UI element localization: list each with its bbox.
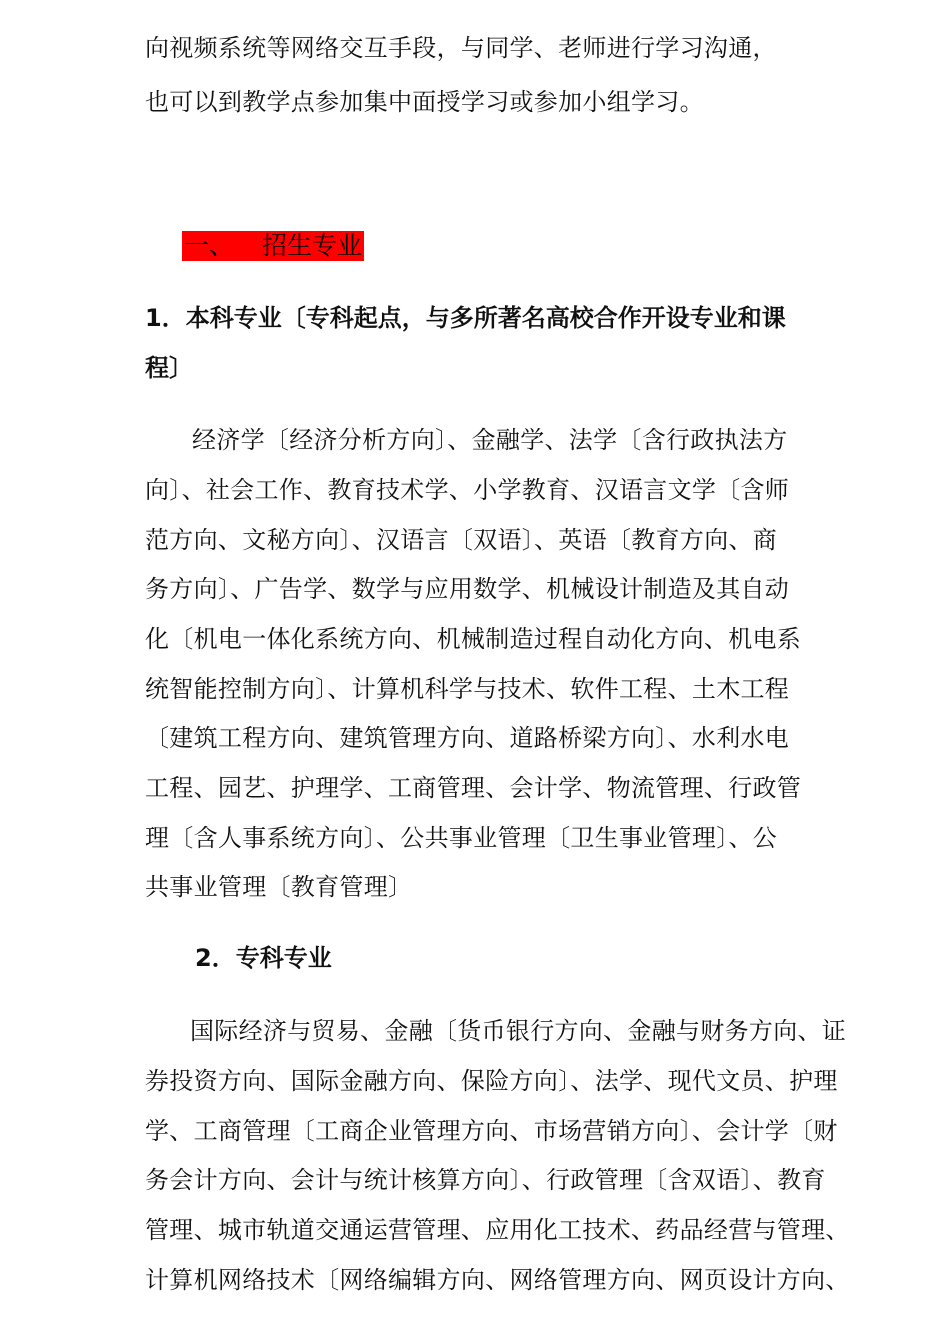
junior-body-line-1: 国际经济与贸易、金融〔货币银行方向、金融与财务方向、证 <box>190 1017 847 1045</box>
junior-body-line-4: 务会计方向、会计与统计核算方向〕、行政管理〔含双语〕、教育 <box>145 1166 826 1194</box>
intro-line-1: 向视频系统等网络交互手段，与同学、老师进行学习沟通， <box>145 34 777 62</box>
section-title-text: 招生专业 <box>262 231 363 260</box>
undergrad-body-line-4: 务方向〕、广告学、数学与应用数学、机械设计制造及其自动 <box>145 575 790 603</box>
undergrad-body-line-2: 向〕、社会工作、教育技术学、小学教育、汉语言文学〔含师 <box>145 476 790 504</box>
junior-body-line-2: 券投资方向、国际金融方向、保险方向〕、法学、现代文员、护理 <box>145 1067 838 1095</box>
section-number: 一、 <box>184 231 235 260</box>
undergrad-body-line-5: 化〔机电一体化系统方向、机械制造过程自动化方向、机电系 <box>145 625 802 653</box>
undergrad-body-line-8: 工程、园艺、护理学、工商管理、会计学、物流管理、行政管 <box>145 774 802 802</box>
undergrad-body-line-7: 〔建筑工程方向、建筑管理方向、道路桥梁方向〕、水利水电 <box>145 724 790 752</box>
section-title <box>182 231 364 261</box>
undergrad-heading-line-1: 1．本科专业〔专科起点，与多所著名高校合作开设专业和课 <box>145 304 786 332</box>
undergrad-body-line-10: 共事业管理〔教育管理〕 <box>145 873 413 901</box>
junior-body-line-3: 学、工商管理〔工商企业管理方向、市场营销方向〕、会计学〔财 <box>145 1117 838 1145</box>
undergrad-body-line-6: 统智能控制方向〕、计算机科学与技术、软件工程、土木工程 <box>145 675 790 703</box>
junior-heading: 2．专科专业 <box>195 944 332 972</box>
undergrad-heading-line-2: 程〕 <box>145 354 193 382</box>
junior-body-line-5: 管理、城市轨道交通运营管理、应用化工技术、药品经营与管理、 <box>145 1216 850 1244</box>
undergrad-body-line-9: 理〔含人事系统方向〕、公共事业管理〔卫生事业管理〕、公 <box>145 824 778 852</box>
undergrad-body-line-3: 范方向、文秘方向〕、汉语言〔双语〕、英语〔教育方向、商 <box>145 526 778 554</box>
junior-body-line-6: 计算机网络技术〔网络编辑方向、网络管理方向、网页设计方向、 <box>145 1266 850 1294</box>
undergrad-body-line-1: 经济学〔经济分析方向〕、金融学、法学〔含行政执法方 <box>192 426 788 454</box>
intro-line-2: 也可以到教学点参加集中面授学习或参加小组学习。 <box>145 88 704 116</box>
